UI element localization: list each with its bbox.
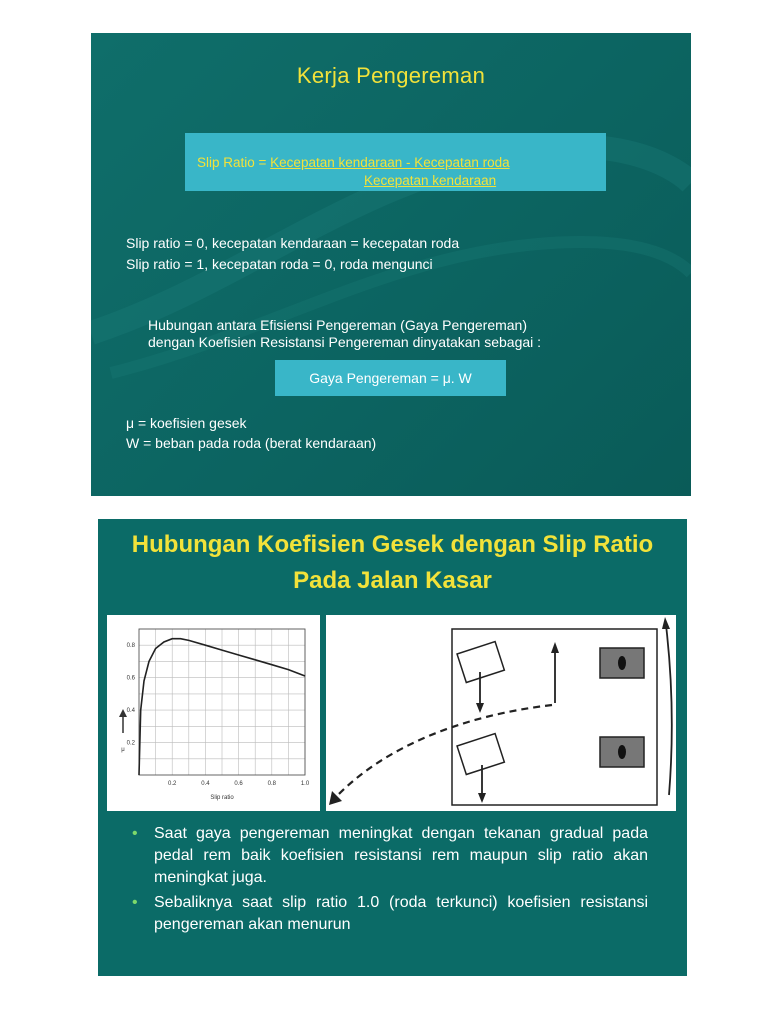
- formula-denominator: Kecepatan kendaraan: [364, 173, 497, 188]
- gaya-pengereman-equation: Gaya Pengereman = μ. W: [275, 360, 506, 396]
- formula-lhs: Slip Ratio =: [197, 155, 271, 170]
- chart-ylabel: μ: [121, 747, 125, 753]
- y-tick-label: 0.4: [126, 708, 135, 715]
- slide-title-line2: Pada Jalan Kasar: [293, 567, 492, 594]
- slip-ratio-formula-box: [185, 133, 606, 191]
- x-tick-label: 0.4: [201, 781, 210, 787]
- bullet-dot-icon: •: [132, 825, 138, 842]
- up-arrow-icon: [551, 642, 559, 703]
- slide-title-line1: Hubungan Koefisien Gesek dengan Slip Ratio: [131, 531, 654, 558]
- slide-kerja-pengereman: [91, 33, 691, 496]
- chart-svg: [107, 615, 320, 811]
- rotation-arrow-icon: [662, 617, 672, 795]
- diagram-svg: [326, 615, 676, 811]
- bullet-text: Sebaliknya saat slip ratio 1.0 (roda terkunci) koefisien resistansi pengereman akan menurun: [154, 894, 648, 933]
- bullet-item: [128, 892, 648, 936]
- definition-w: W = beban pada roda (berat kendaraan): [126, 435, 377, 451]
- x-tick-label: 0.6: [234, 781, 243, 787]
- paragraph-line-0: Hubungan antara Efisiensi Pengereman (Gaya Pengereman): [148, 317, 528, 333]
- vehicle-wheel-diagram: [326, 615, 676, 811]
- rear-wheel-left: [457, 734, 504, 775]
- bullet-text: Saat gaya pengereman meningkat dengan tekanan gradual pada pedal rem baik koefisien resistansi rem maupun slip ratio akan meningkat juga.: [154, 825, 648, 886]
- y-tick-label: 0.8: [126, 643, 135, 650]
- formula-numerator-line: [197, 155, 510, 170]
- paragraph-line-1: dengan Koefisien Resistansi Pengereman dinyatakan sebagai :: [148, 334, 542, 350]
- slip-ratio-line-1: Slip ratio = 1, kecepatan roda = 0, roda mengunci: [126, 256, 433, 272]
- friction-slip-chart: [107, 615, 320, 811]
- slide-title: Kerja Pengereman: [296, 63, 486, 88]
- formula-numerator: Kecepatan kendaraan - Kecepatan roda: [270, 155, 510, 170]
- bullet-list: [128, 823, 648, 939]
- chart-xlabel: Slip ratio: [210, 795, 234, 801]
- slip-ratio-line-0: Slip ratio = 0, kecepatan kendaraan = kecepatan roda: [126, 235, 460, 251]
- rear-wheel-hub: [618, 745, 626, 759]
- y-tick-label: 0.2: [126, 740, 135, 747]
- front-wheel-hub: [618, 656, 626, 670]
- trajectory-arrow-icon: [329, 705, 552, 805]
- chart-ticks: [127, 643, 310, 787]
- x-tick-label: 1.0: [300, 781, 310, 787]
- bullet-dot-icon: •: [132, 894, 138, 911]
- y-tick-label: 0.6: [126, 675, 135, 682]
- slide-koefisien-gesek: [98, 519, 687, 976]
- definition-mu: μ = koefisien gesek: [126, 415, 247, 431]
- bullet-item: [128, 823, 648, 889]
- x-tick-label: 0.8: [267, 781, 276, 787]
- x-tick-label: 0.2: [168, 781, 177, 787]
